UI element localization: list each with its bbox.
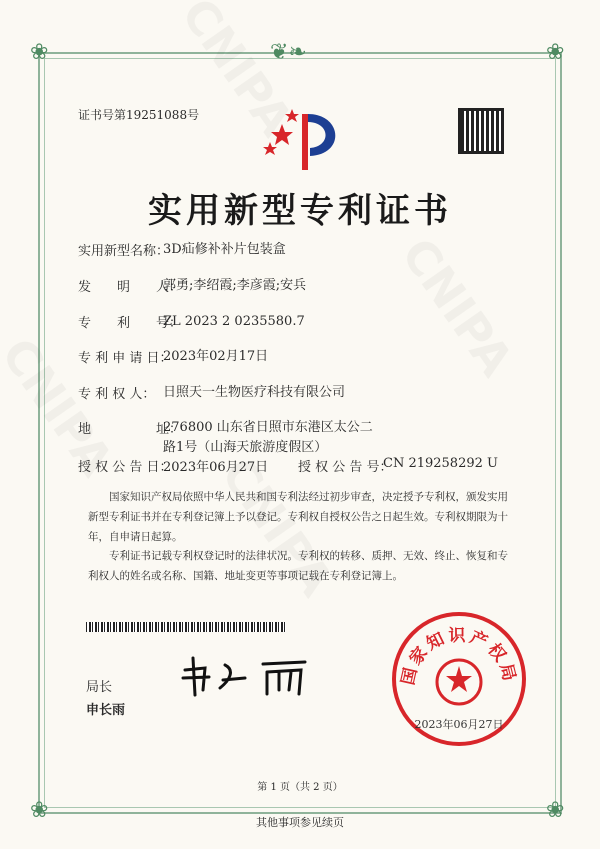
cnipa-logo	[262, 104, 348, 174]
field-value: 2023年02月17日	[163, 349, 269, 364]
certificate-number: 证书号第19251088号	[78, 108, 200, 122]
field-value: 276800 山东省日照市东港区太公二路1号（山海天旅游度假区）	[163, 420, 373, 455]
grant-date-label: 授 权 公 告 日：	[78, 460, 173, 475]
field-label: 发 明 人：	[78, 280, 183, 295]
grant-number-label: 授 权 公 告 号：	[298, 460, 393, 475]
continuation-note: 其他事项参见续页	[256, 816, 344, 829]
field-value: 日照天一生物医疗科技有限公司	[163, 385, 346, 400]
qr-code	[458, 108, 504, 154]
field-value: 郭勇;李绍霞;李彦霞;安兵	[163, 278, 307, 293]
corner-ornament: ❀	[546, 40, 565, 65]
field-application-date	[78, 347, 463, 367]
official-seal	[392, 612, 526, 746]
signature	[175, 650, 315, 700]
grant-date: 2023年06月27日	[163, 460, 269, 475]
field-label: 专 利 申 请 日：	[78, 351, 173, 366]
field-address	[78, 418, 383, 458]
certificate-title: 实用新型专利证书	[148, 191, 452, 231]
field-label: 地 址：	[78, 422, 183, 437]
barcode	[86, 622, 286, 632]
field-label: 专 利 号：	[78, 316, 183, 331]
top-ornament: ❦❧	[270, 40, 307, 65]
seal-date: 2023年06月27日	[414, 718, 504, 731]
statement-paragraph: 国家知识产权局依照中华人民共和国专利法经过初步审查，决定授予专利权，颁发实用新型专利证书并在专利登记簿上予以登记。专利权自授权公告之日起生效。专利权期限为十年，自申请日起算。	[88, 491, 508, 543]
corner-ornament: ❀	[30, 40, 49, 65]
corner-ornament: ❀	[30, 798, 49, 823]
field-value: ZL 2023 2 0235580.7	[163, 314, 305, 329]
field-patentee	[78, 383, 463, 403]
statement-paragraph: 专利证书记载专利权登记时的法律状况。专利权的转移、质押、无效、终止、恢复和专利权人的姓名或名称、国籍、地址变更等事项记载在专利登记簿上。	[88, 550, 508, 582]
field-inventors	[78, 276, 463, 296]
signatory-title: 局长	[86, 680, 113, 695]
field-label: 实用新型名称：	[78, 244, 170, 259]
field-value: 3D疝修补补片包装盒	[163, 242, 286, 257]
field-label: 专 利 权 人：	[78, 387, 156, 402]
grant-number: CN 219258292 U	[383, 456, 498, 471]
field-utility-model-name	[78, 240, 463, 260]
field-patent-number	[78, 312, 463, 332]
field-grant	[78, 456, 498, 475]
signatory-name: 申长雨	[86, 703, 126, 718]
seal-text: 国家知识产权局	[398, 625, 520, 687]
page-info: 第 1 页（共 2 页）	[257, 782, 343, 793]
corner-ornament: ❀	[546, 798, 565, 823]
